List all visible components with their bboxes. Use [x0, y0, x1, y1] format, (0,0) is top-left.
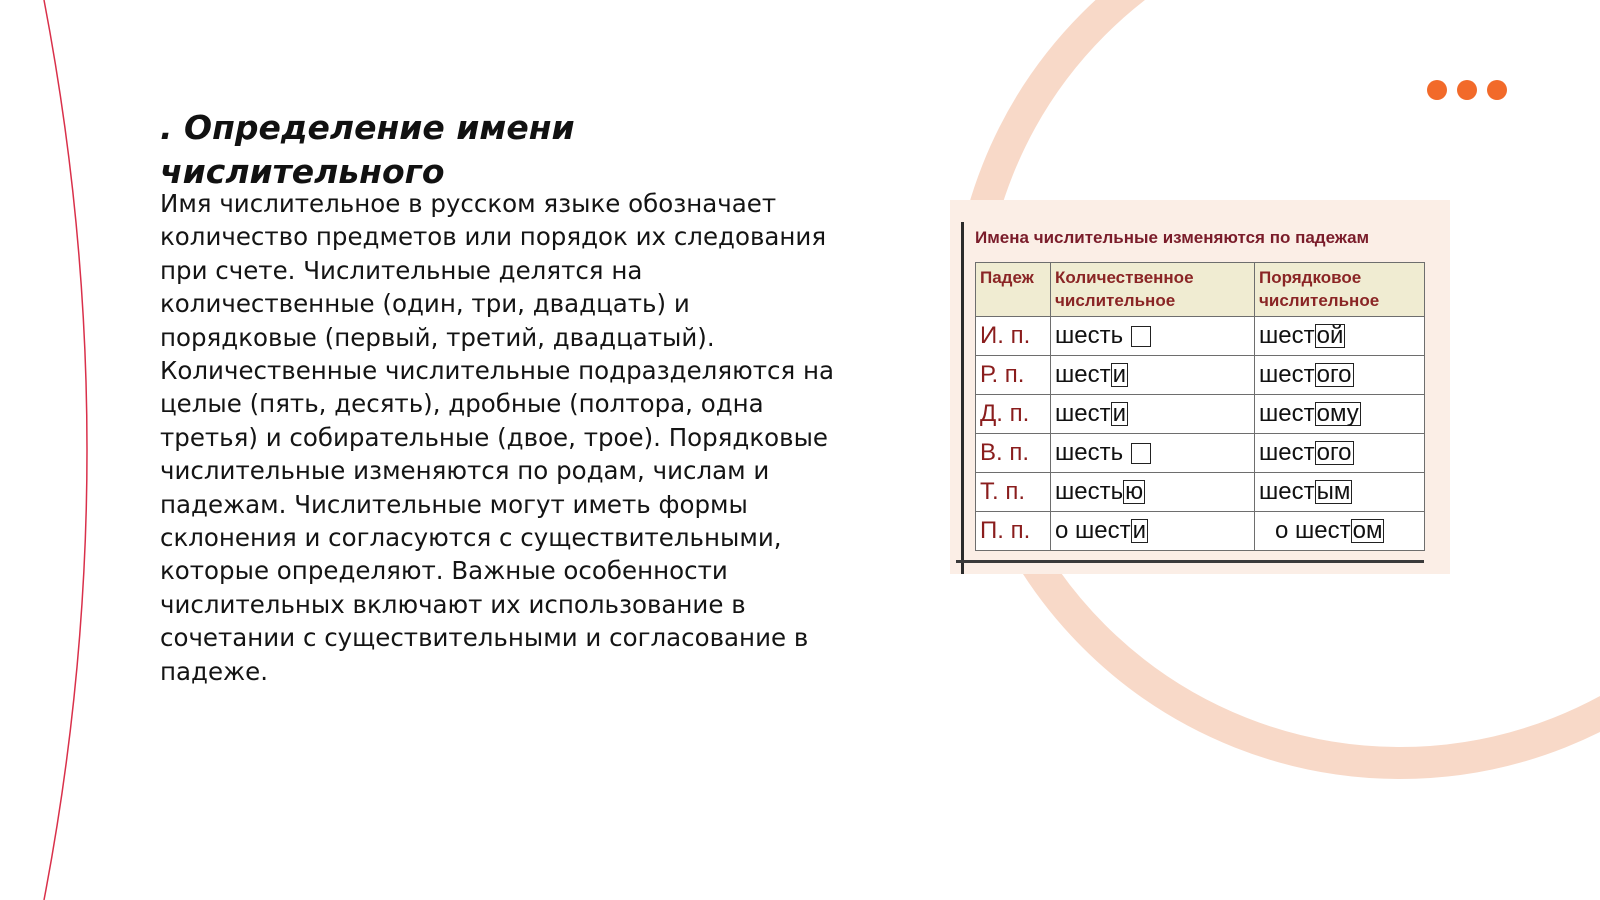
menu-dots[interactable] [1427, 80, 1507, 100]
cardinal-stem: шесть [1055, 478, 1124, 505]
ordinal-cell [1255, 473, 1425, 512]
cardinal-cell [1051, 473, 1255, 512]
cardinal-cell [1051, 317, 1255, 356]
table-row [976, 317, 1425, 356]
dot-icon [1427, 80, 1447, 100]
slide-title: . Определение имени числительного [160, 108, 575, 191]
dot-icon [1487, 80, 1507, 100]
ordinal-stem: шест [1259, 478, 1315, 505]
table-row [976, 356, 1425, 395]
cardinal-cell [1051, 512, 1255, 551]
figure-caption: Имена числительные изменяются по падежам [975, 228, 1370, 247]
ordinal-ending: ому [1316, 400, 1359, 427]
cardinal-cell [1051, 395, 1255, 434]
ordinal-prefix: о [1275, 517, 1296, 544]
table-row [976, 434, 1425, 473]
cardinal-cell [1051, 434, 1255, 473]
ordinal-ending: ым [1316, 478, 1351, 505]
ordinal-ending: ой [1316, 322, 1344, 349]
case-name-cell: Д. п. [976, 395, 1051, 434]
ordinal-stem: шест [1259, 322, 1315, 349]
cardinal-ending: и [1112, 361, 1126, 388]
header-ordinal: Порядковое числительное [1255, 263, 1425, 317]
cardinal-stem: шест [1055, 400, 1111, 427]
ordinal-cell [1255, 434, 1425, 473]
ordinal-stem: шест [1259, 400, 1315, 427]
ordinal-stem: шест [1259, 439, 1315, 466]
ordinal-ending: ого [1316, 439, 1352, 466]
table-row [976, 512, 1425, 551]
header-cardinal: Количественное числительное [1051, 263, 1255, 317]
slide-body-text: Имя числительное в русском языке обозначает количество предметов или порядок их следования при счете. Числительные делятся на количественные (один, три, двадцать) и порядковые (первый, третий, двадцатый). Количественные числительные подразделяются на целые (пять, десять), дробные (полтора, одна третья) и собирательные (двое, трое). Порядковые числительные изменяются по родам, числам и падежам. Числительные могут иметь формы склонения и согласуются с существительными, которые определяют. Важные особенности числительных включают их использование в сочетании с существительными и согласование в падеже. [160, 189, 835, 686]
declension-figure [950, 200, 1450, 574]
dot-icon [1457, 80, 1477, 100]
cardinal-ending: ю [1125, 478, 1144, 505]
ordinal-cell [1255, 317, 1425, 356]
figure-horizontal-rule [956, 560, 1424, 563]
cardinal-ending: и [1132, 517, 1147, 544]
cardinal-stem: шесть [1055, 439, 1124, 466]
case-name-cell: П. п. [976, 512, 1051, 551]
ordinal-cell [1255, 356, 1425, 395]
cardinal-ending: и [1112, 400, 1126, 427]
cardinal-stem: шест [1075, 517, 1131, 544]
header-case: Падеж [976, 263, 1051, 317]
figure-vertical-rule [961, 222, 964, 574]
ordinal-ending: ого [1316, 361, 1352, 388]
ordinal-ending: ом [1352, 517, 1383, 544]
table-row [976, 395, 1425, 434]
ordinal-cell [1255, 512, 1425, 551]
ordinal-stem: шест [1259, 361, 1315, 388]
cardinal-stem: шесть [1055, 322, 1124, 349]
cardinal-prefix: о [1055, 517, 1076, 544]
zero-ending-box [1131, 443, 1151, 464]
case-table [975, 262, 1425, 551]
zero-ending-box [1131, 326, 1151, 347]
table-header-row [976, 263, 1425, 317]
ordinal-stem: шест [1295, 517, 1351, 544]
ordinal-cell [1255, 395, 1425, 434]
case-name-cell: Р. п. [976, 356, 1051, 395]
case-name-cell: И. п. [976, 317, 1051, 356]
left-curve-line [44, 0, 87, 900]
case-name-cell: В. п. [976, 434, 1051, 473]
table-row [976, 473, 1425, 512]
cardinal-cell [1051, 356, 1255, 395]
cardinal-stem: шест [1055, 361, 1111, 388]
case-name-cell: Т. п. [976, 473, 1051, 512]
